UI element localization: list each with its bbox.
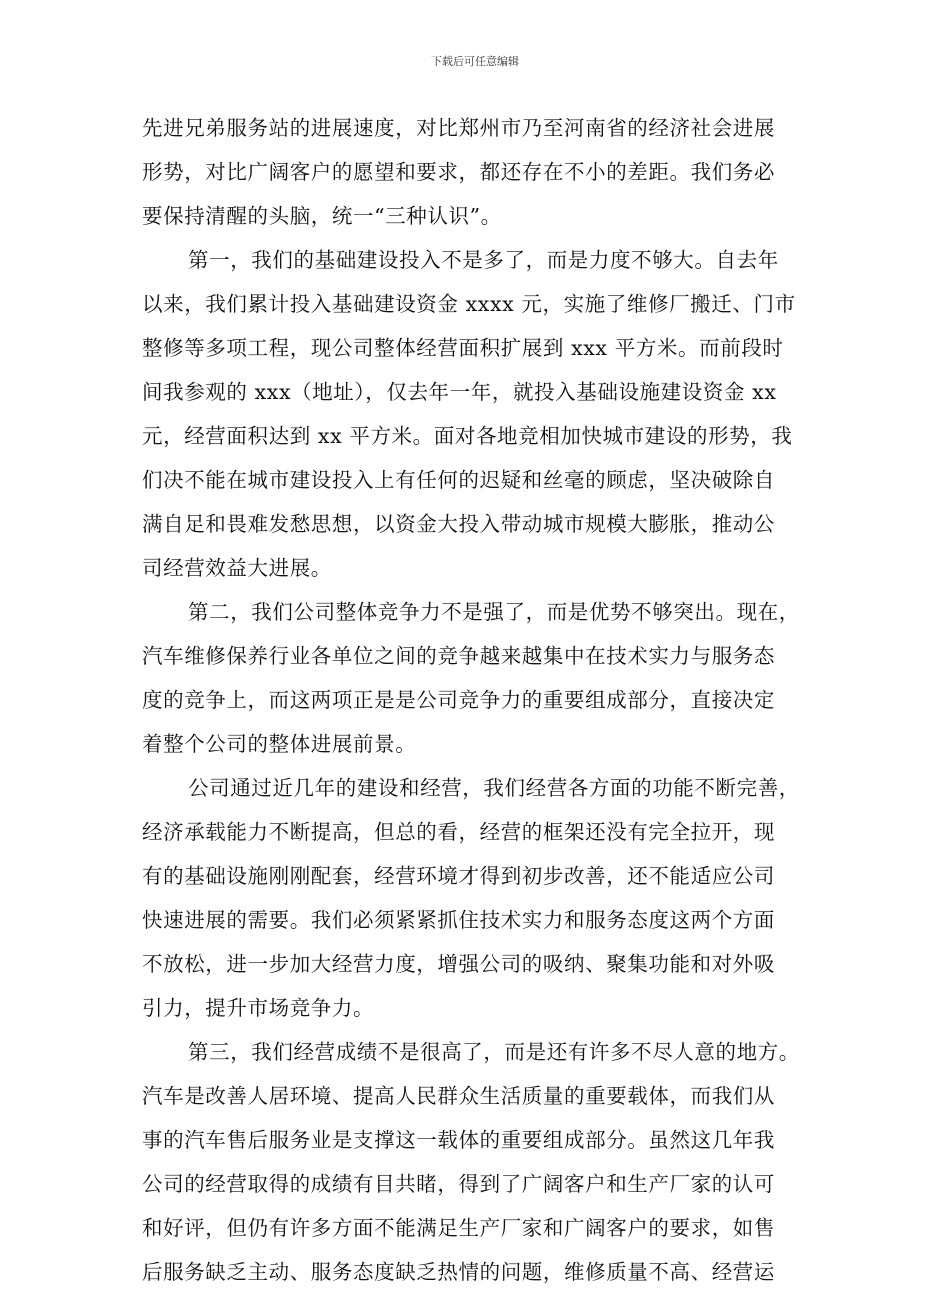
paragraph-first-line: 公司通过近几年的建设和经营，我们经营各方面的功能不断完善， [188, 776, 800, 800]
text-line: 事的汽车售后服务业是支撑这一载体的重要组成部分。虽然这几年我 [142, 1128, 775, 1152]
text-line: 不放松，进一步加大经营力度，增强公司的吸纳、聚集功能和对外吸 [142, 952, 775, 976]
page-header: 下载后可任意编辑 [431, 55, 519, 68]
text-line: 形势，对比广阔客户的愿望和要求，都还存在不小的差距。我们务必 [142, 160, 775, 184]
text-line: 度的竞争上，而这两项正是是公司竞争力的重要组成部分，直接决定 [142, 688, 775, 712]
text-line: 们决不能在城市建设投入上有任何的迟疑和丝毫的顾虑，坚决破除自 [142, 468, 775, 492]
text-line: 快速进展的需要。我们必须紧紧抓住技术实力和服务态度这两个方面 [142, 908, 775, 932]
paragraph-first-line: 第二，我们公司整体竞争力不是强了，而是优势不够突出。现在， [188, 600, 800, 624]
text-line: 司经营效益大进展。 [142, 556, 332, 580]
text-line: 先进兄弟服务站的进展速度，对比郑州市乃至河南省的经济社会进展 [142, 116, 775, 140]
text-line: 整修等多项工程，现公司整体经营面积扩展到 xxx 平方米。而前段时 [142, 336, 784, 360]
text-line: 和好评，但仍有许多方面不能满足生产厂家和广阔客户的要求，如售 [142, 1216, 775, 1240]
text-line: 有的基础设施刚刚配套，经营环境才得到初步改善，还不能适应公司 [142, 864, 775, 888]
text-line: 满自足和畏难发愁思想，以资金大投入带动城市规模大膨胀，推动公 [142, 512, 775, 536]
text-line: 汽车维修保养行业各单位之间的竞争越来越集中在技术实力与服务态 [142, 644, 775, 668]
text-line: 汽车是改善人居环境、提高人民群众生活质量的重要载体，而我们从 [142, 1084, 775, 1108]
paragraph-first-line: 第三，我们经营成绩不是很高了，而是还有许多不尽人意的地方。 [188, 1040, 800, 1064]
text-line: 后服务缺乏主动、服务态度缺乏热情的问题，维修质量不高、经营运 [142, 1260, 775, 1284]
text-line: 要保持清醒的头脑，统一“三种认识”。 [142, 204, 502, 228]
text-line: 间我参观的 xxx（地址），仅去年一年，就投入基础设施建设资金 xx [142, 380, 777, 404]
text-line: 引力，提升市场竞争力。 [142, 996, 375, 1020]
paragraph-first-line: 第一，我们的基础建设投入不是多了，而是力度不够大。自去年 [188, 248, 779, 272]
text-line: 着整个公司的整体进展前景。 [142, 732, 417, 756]
document-body [142, 106, 810, 1294]
text-line: 以来，我们累计投入基础建设资金 xxxx 元，实施了维修厂搬迁、门市 [142, 292, 796, 316]
text-line: 公司的经营取得的成绩有目共睹，得到了广阔客户和生产厂家的认可 [142, 1172, 775, 1196]
text-line: 经济承载能力不断提高，但总的看，经营的框架还没有完全拉开，现 [142, 820, 775, 844]
text-line: 元，经营面积达到 xx 平方米。面对各地竞相加快城市建设的形势，我 [142, 424, 793, 448]
